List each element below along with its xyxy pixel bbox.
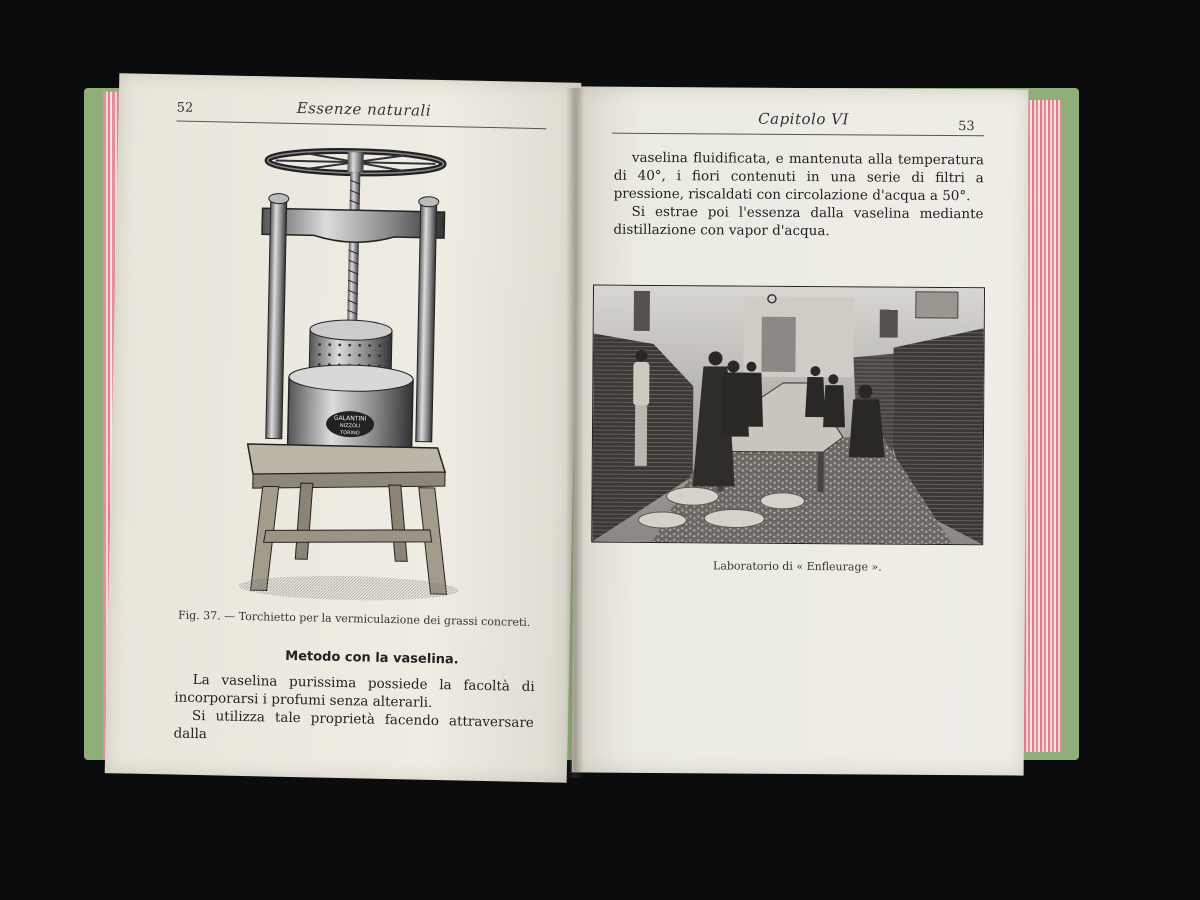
left-body-text — [173, 671, 534, 751]
plate-line-2: NIZZOLI — [339, 422, 361, 430]
left-paragraph-1: La vaselina purissima possiede la facoltà di incorporarsi i profumi senza alterarli. — [174, 671, 535, 711]
right-page-number: 53 — [958, 119, 975, 135]
left-running-head: Essenze naturali — [296, 98, 432, 120]
right-body-text — [613, 149, 984, 242]
right-page — [572, 86, 1029, 775]
right-paragraph-1: vaselina fluidificata, e mantenuta alla temperatura di 40°, i fiori contenuti in una serie di filtri a pressione, riscaldati con circolazione d'acqua a 50°. — [613, 149, 984, 205]
section-title: Metodo con la vaselina. — [285, 648, 459, 668]
plate-line-3: TORINO — [340, 429, 360, 437]
photo-caption: Laboratorio di « Enfleurage ». — [713, 559, 882, 574]
right-paragraph-2: Si estrae poi l'essenza dalla vaselina mediante distillazione con vapor d'acqua. — [613, 203, 984, 240]
right-running-head: Capitolo VI — [758, 109, 849, 129]
left-page-number: 52 — [176, 100, 194, 116]
enfleurage-photo — [591, 285, 985, 546]
left-paragraph-2: Si utilizza tale proprietà facendo attraversare dalla — [173, 707, 535, 743]
plate-line-1: GALANTINI — [333, 414, 367, 423]
right-head-rule — [612, 133, 984, 137]
left-head-rule — [176, 120, 546, 129]
figure-caption: Fig. 37. — Torchietto per la vermiculazione dei grassi concreti. — [177, 608, 531, 629]
book-gutter — [566, 88, 584, 778]
left-page — [105, 73, 582, 783]
press-illustration — [236, 138, 476, 603]
